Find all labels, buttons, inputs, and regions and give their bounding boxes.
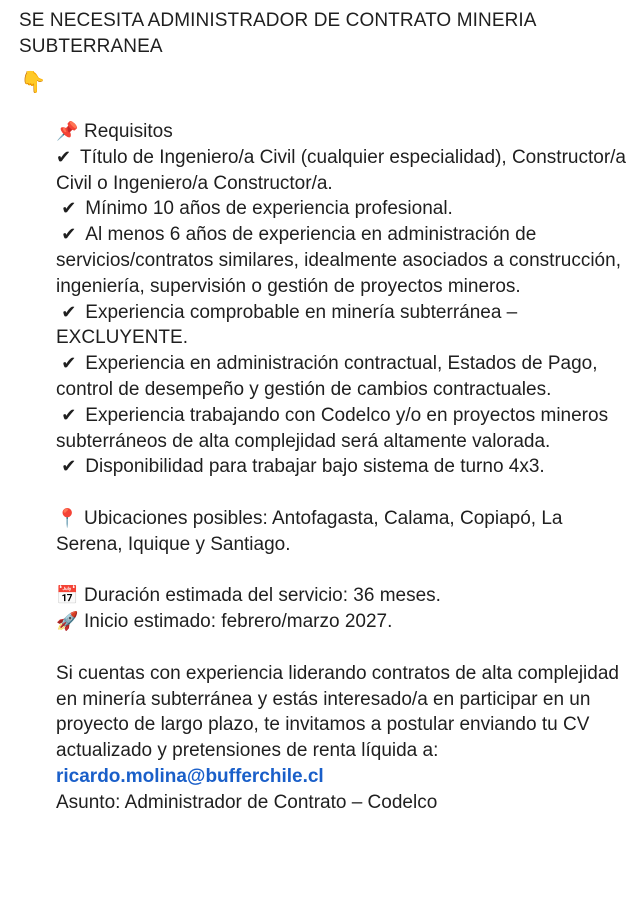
post-body [56,119,631,816]
post-title [19,8,629,60]
duration-text: Duración estimada del servicio: 36 meses. [84,585,441,607]
spacer [56,558,631,584]
pushpin-icon: 📌 [56,121,79,142]
check-icon: ✔ [61,456,77,478]
email-link[interactable]: ricardo.molina@bufferchile.cl [56,765,324,787]
start-line [56,609,631,635]
check-icon: ✔ [61,224,77,246]
spacer [56,480,631,506]
requirement-text: Experiencia en administración contractual, Estados de Pago, control de desempeño y gestión de cambios contractuales. [56,353,598,400]
check-icon: ✔ [61,353,77,375]
requirement-item [56,351,631,403]
requirements-heading [56,119,631,145]
requirement-text: Título de Ingeniero/a Civil (cualquier especialidad), Constructor/a Civil o Ingeniero/a Constructor/a. [56,146,626,194]
location-text: Ubicaciones posibles: Antofagasta, Calama, Copiapó, La Serena, Iquique y Santiago. [56,507,563,555]
requirement-item [56,454,631,480]
requirement-text: Experiencia trabajando con Codelco y/o en proyectos mineros subterráneos de alta complejidad será altamente valorada. [56,404,609,452]
spacer [56,635,631,661]
requirements-title: Requisitos [84,121,173,142]
requirement-text: Al menos 6 años de experiencia en administración de servicios/contratos similares, idealmente asociados a construcción, ingeniería, supervisión o gestión de proyectos mineros. [56,224,621,297]
requirement-text: Disponibilidad para trabajar bajo sistema de turno 4x3. [85,456,545,478]
requirement-item [56,222,631,299]
closing-paragraph [56,661,631,790]
check-icon: ✔ [61,301,77,323]
requirement-item [56,300,631,352]
calendar-icon: 📅 [56,585,79,607]
location-line [56,506,631,558]
subject-line: Asunto: Administrador de Contrato – Codelco [56,791,438,813]
duration-line [56,583,631,609]
check-icon: ✔ [61,404,77,426]
rocket-icon: 🚀 [56,611,79,633]
requirement-item [56,196,631,222]
closing-text: Si cuentas con experiencia liderando contratos de alta complejidad en minería subterránea y estás interesado/a en participar en un proyecto de largo plazo, te invitamos a postular enviando tu CV actualizado y pretensiones de renta líquida a: [56,662,619,762]
requirement-text: Mínimo 10 años de experiencia profesional. [85,198,453,220]
check-icon: ✔ [56,146,72,168]
title-line-2: SUBTERRANEA [19,35,163,57]
start-text: Inicio estimado: febrero/marzo 2027. [84,611,393,633]
location-pin-icon: 📍 [56,507,79,529]
check-icon: ✔ [61,198,77,220]
requirement-text: Experiencia comprobable en minería subterránea – EXCLUYENTE. [56,301,518,349]
requirement-item [56,403,631,455]
requirement-item [56,145,631,197]
title-line-1: SE NECESITA ADMINISTRADOR DE CONTRATO MINERIA [19,10,537,31]
pointing-down-icon: 👇 [20,71,47,94]
